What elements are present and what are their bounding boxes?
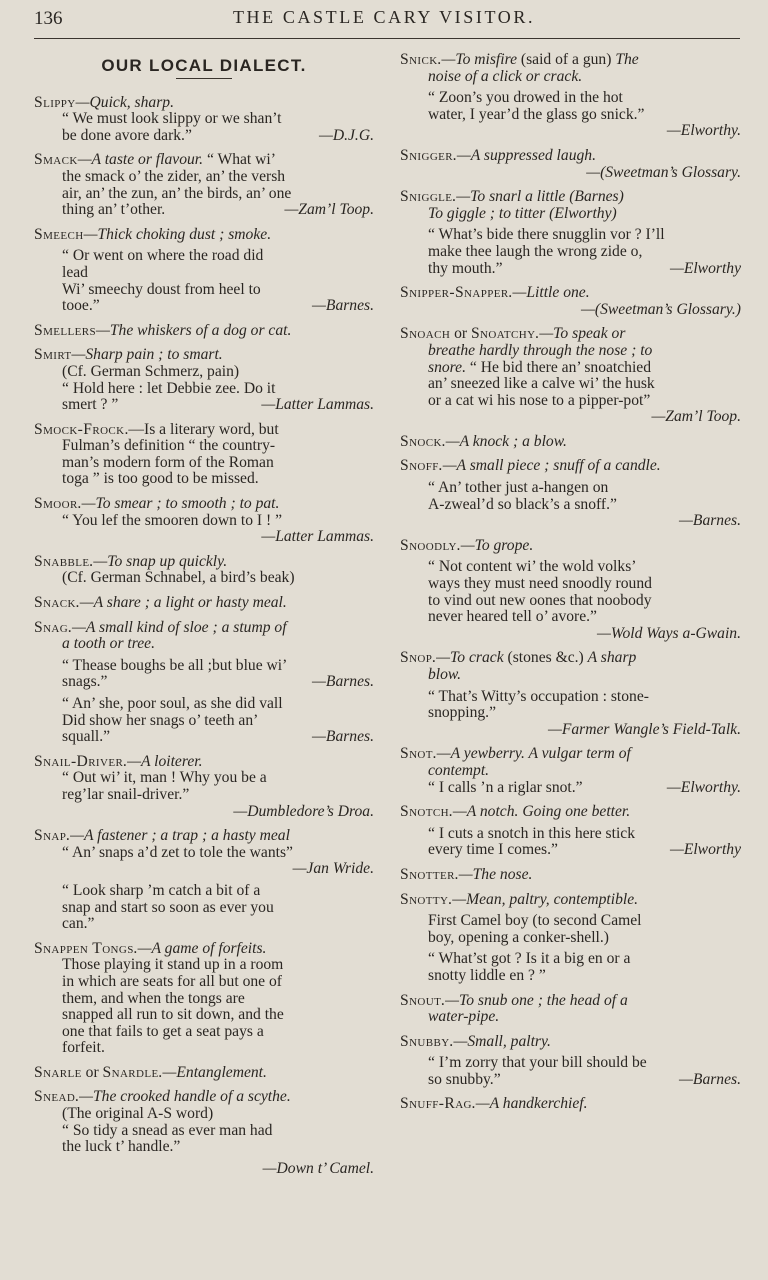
source: —Elworthy. (666, 122, 741, 140)
quote-line: “ So tidy a snead as ever man had (62, 1121, 273, 1139)
quote-line: snopping.” (428, 704, 497, 722)
entry-snotty (400, 892, 741, 985)
quote-line: reg’lar snail-driver.” (62, 785, 190, 803)
quote-line: snotty liddle en ? ” (428, 966, 546, 984)
left-column (34, 52, 374, 1185)
quote-line: the smack o’ the zider, an’ the versh (62, 167, 286, 185)
definition: .—A game of forfeits. (133, 939, 267, 957)
definition: .—A fastener ; a trap ; a hasty meal (66, 827, 290, 845)
quote-line: “ Hold here : let Debbie zee. Do it (62, 379, 276, 397)
definition-line: breathe hardly through the nose ; to (428, 341, 653, 359)
definition-line: To giggle ; to titter (Elworthy) (428, 204, 617, 222)
entry-smock-frock (34, 422, 374, 488)
definition: .—The crooked handle of a scythe. (75, 1088, 291, 1106)
headword: Snop (400, 649, 433, 667)
entry-sniggle (400, 189, 741, 277)
headword: Snuff-Rag (400, 1095, 472, 1113)
entry-snuff-rag (400, 1096, 741, 1113)
page-number: 136 (34, 8, 63, 29)
headword: Snock (400, 432, 442, 450)
headword: Snot (400, 745, 433, 763)
quote-line: or a cat wi his nose to a pipper-pot” (428, 391, 651, 409)
headword: Smack (34, 151, 78, 169)
source: —Barnes. (679, 1070, 741, 1088)
quote-line: tooe.” (62, 297, 100, 315)
headword: Snarle (34, 1063, 82, 1081)
text-line: one that fails to get a seat pays a (62, 1022, 264, 1040)
running-title: THE CASTLE CARY VISITOR. (232, 7, 536, 27)
entry-smellers (34, 323, 374, 340)
entry-smirt (34, 347, 374, 413)
connector: or (81, 1063, 103, 1081)
quote-line: “ I calls ’n a riglar snot.” (428, 778, 583, 796)
headword: Snotter (400, 865, 455, 883)
text-line: Those playing it stand up in a room (62, 956, 284, 974)
entry-snag (34, 620, 374, 746)
quote-line: (The original A-S word) (62, 1105, 214, 1123)
source: —Latter Lammas. (261, 396, 374, 414)
entry-snap (34, 828, 374, 933)
definition: .—Small, paltry. (449, 1032, 551, 1050)
page-header (0, 0, 768, 44)
headword: Snout (400, 991, 442, 1009)
headword: Snappen Tongs (34, 939, 134, 957)
definition-line: a tooth or tree. (62, 635, 155, 653)
quote-line: “ That’s Witty’s occupation : stone- (428, 687, 649, 705)
entry-snabble (34, 554, 374, 587)
definition: —The whiskers of a dog or cat. (96, 321, 292, 339)
definition: .—To crack (432, 649, 504, 667)
headword: Snoach (400, 325, 451, 343)
text-line: them, and when the tongs are (62, 989, 245, 1007)
definition-line: noise of a click or crack. (428, 67, 583, 85)
headword: Snag (34, 618, 69, 636)
headword: Snack (34, 594, 76, 612)
entry-snarle (34, 1065, 374, 1082)
source: —D.J.G. (318, 126, 374, 144)
definition: .—A handkerchief. (471, 1095, 588, 1113)
headword: Snipper-Snapper (400, 284, 509, 302)
quote-line: (Cf. German Schnabel, a bird’s beak) (62, 569, 295, 587)
quote-line: “ An’ snaps a’d zet to tole the wants” (62, 843, 293, 861)
quote-line: snap and start so soon as ever you (62, 898, 274, 916)
title-rule (176, 78, 232, 79)
definition-line: snore. (428, 358, 466, 376)
definition: .—A share ; a light or hasty meal. (75, 594, 287, 612)
definition: .—A small kind of sloe ; a stump of (68, 618, 287, 636)
headword: Slippy (34, 93, 76, 111)
headword: Smirt (34, 346, 72, 364)
text-line: boy, opening a conker-shell.) (428, 928, 609, 946)
quote-line: “ I’m zorry that your bill should be (428, 1054, 647, 1072)
source: —Zam’l Toop. (651, 408, 741, 426)
definition: .—Mean, paltry, contemptible. (448, 890, 639, 908)
quote-line: “ Zoon’s you drowed in the hot (428, 89, 623, 107)
headword: Snead (34, 1088, 76, 1106)
quote-line: can.” (62, 915, 95, 933)
source: —Farmer Wangle’s Field-Talk. (547, 720, 741, 738)
source: —(Sweetman’s Glossary. (586, 163, 741, 181)
text-line: forfeit. (62, 1039, 105, 1057)
entry-snead (34, 1089, 374, 1177)
definition: .—A suppressed laugh. (453, 146, 596, 164)
headword: Snail-Driver (34, 752, 124, 770)
headword: Snabble (34, 552, 90, 570)
entry-snipper-snapper (400, 285, 741, 318)
entry-snock (400, 434, 741, 451)
source: —Dumbledore’s Droa. (233, 802, 374, 820)
quote-line: every time I comes.” (428, 841, 558, 859)
source: —Barnes. (312, 728, 374, 746)
definition: .—Is a literary word, but (124, 420, 279, 438)
quote-line: Wi’ smeechy doust from heel to (62, 280, 261, 298)
headword: Smeech (34, 225, 84, 243)
definition: .—A loiterer. (123, 752, 203, 770)
definition: .—A notch. Going one better. (448, 803, 631, 821)
text-line: man’s modern form of the Roman (62, 453, 274, 471)
quote-line: Did show her snags o’ teeth an’ (62, 711, 259, 729)
definition: .—To speak or (535, 325, 626, 343)
quote-line: “ Look sharp ’m catch a bit of a (62, 881, 261, 899)
quote-line: to vind out new oones that noobody (428, 591, 652, 609)
entry-snigger (400, 148, 741, 181)
quote-line: “ What’st got ? Is it a big en or a (428, 950, 631, 968)
quote-line: thing an’ t’other. (62, 201, 166, 219)
headword: Snap (34, 827, 67, 845)
quote-line: “ An’ tother just a-hangen on (428, 479, 609, 497)
quote-line: squall.” (62, 728, 111, 746)
quote-line: “ Thease boughs be all ;but blue wi’ (62, 656, 288, 674)
definition: .—To snap up quickly. (89, 552, 228, 570)
quote-line: “ An’ she, poor soul, as she did vall (62, 695, 283, 712)
quote-text: “ What wi’ (206, 151, 276, 169)
quote-line: water, I year’d the glass go snick.” (428, 105, 645, 123)
definition: .—The nose. (454, 865, 533, 883)
quote-line: be done avore dark.” (62, 126, 192, 144)
text-line: snapped all run to sit down, and the (62, 1006, 284, 1024)
quote-line: “ You lef the smooren down to I ! ” (62, 511, 283, 529)
definition: —Thick choking dust ; smoke. (83, 225, 272, 243)
definition: .—To misfire (437, 51, 517, 68)
source: —Latter Lammas. (261, 528, 374, 546)
definition-line: blow. (428, 666, 462, 683)
quote-line: lead (62, 263, 88, 281)
quote-line: (Cf. German Schmerz, pain) (62, 362, 240, 380)
source: —Barnes. (312, 297, 374, 315)
entry-snop (400, 650, 741, 738)
quote-line: thy mouth.” (428, 259, 503, 277)
entry-slippy (34, 95, 374, 145)
quote-line: “ We must look slippy or we shan’t (62, 110, 282, 128)
text-line: First Camel boy (to second Camel (428, 912, 642, 930)
headword: Snoff (400, 457, 439, 475)
quote-line: air, an’ the zun, an’ the birds, an’ one (62, 184, 292, 202)
note: (said of a gun) (517, 51, 616, 68)
source: —(Sweetman’s Glossary.) (581, 300, 741, 318)
headword: Smock-Frock (34, 420, 125, 438)
source: —Jan Wride. (292, 860, 374, 878)
entry-snout (400, 993, 741, 1026)
source: —Elworthy (669, 259, 741, 277)
entry-snotter (400, 867, 741, 884)
entry-snappen-tongs (34, 941, 374, 1057)
quote-line: smert ? ” (62, 396, 119, 414)
definition: .—Little one. (508, 284, 590, 302)
definition: .—Entanglement. (158, 1063, 267, 1081)
source: —Elworthy. (666, 778, 741, 796)
definition-line: water-pipe. (428, 1008, 500, 1026)
entry-snack (34, 595, 374, 612)
quote-line: “ What’s bide there snugglin vor ? I’ll (428, 226, 665, 244)
definition: —A taste or flavour. (77, 151, 204, 169)
quote-line: “ I cuts a snotch in this here stick (428, 824, 635, 842)
text-line: in which are seats for all but one of (62, 972, 282, 990)
entry-snick (400, 52, 741, 140)
source: —Elworthy (669, 841, 741, 859)
connector: or (450, 325, 471, 343)
headword: Snotty (400, 890, 449, 908)
quote-line: ways they must need snoodly round (428, 575, 652, 593)
definition-line: contempt. (428, 761, 490, 779)
definition: .—A small piece ; snuff of a candle. (438, 457, 661, 475)
headword: Sniggle (400, 188, 453, 206)
headword: Snubby (400, 1032, 450, 1050)
headword: Smellers (34, 321, 96, 339)
headword: Snotch (400, 803, 449, 821)
quote-line: “ Not content wi’ the wold volks’ (428, 558, 637, 576)
quote-text: “ He bid there an’ snoatchied (465, 358, 652, 376)
definition: —Sharp pain ; to smart. (71, 346, 223, 364)
quote-line: “ Or went on where the road did (62, 247, 264, 265)
entry-snubby (400, 1034, 741, 1089)
quote-line: make thee laugh the wrong zide o, (428, 242, 643, 260)
headword: Smoor (34, 495, 78, 513)
source: —Down t’ Camel. (262, 1159, 374, 1177)
section-title: OUR LOCAL DIALECT. (101, 56, 307, 75)
quote-line: snags.” (62, 673, 108, 691)
entry-snoodly (400, 538, 741, 643)
source: —Zam’l Toop. (284, 201, 374, 219)
headword: Snoodly (400, 536, 457, 554)
source: —Barnes. (312, 673, 374, 691)
entry-snot (400, 746, 741, 796)
right-column (400, 52, 741, 1121)
definition: —Quick, sharp. (75, 93, 174, 111)
definition-part: A sharp (587, 649, 637, 667)
definition: .—To snarl a little (Barnes) (452, 188, 624, 206)
definition: .—A knock ; a blow. (441, 432, 567, 450)
headword-alt: Snardle (102, 1063, 159, 1081)
quote-line: never heared tell o’ avore.” (428, 608, 597, 626)
header-rule (34, 38, 740, 39)
headword-alt: Snoatchy (470, 325, 536, 343)
text-line: toga ” is too good to be missed. (62, 470, 259, 488)
definition: .—To grope. (456, 536, 534, 554)
entry-snoach (400, 326, 741, 426)
definition-part: The (615, 51, 639, 68)
source: —Barnes. (679, 512, 741, 530)
entry-snotch (400, 804, 741, 859)
definition: .—To snub one ; the head of a (441, 991, 628, 1009)
source: —Wold Ways a-Gwain. (597, 624, 741, 642)
definition: .—A yewberry. A vulgar term of (432, 745, 631, 763)
text-line: Fulman’s definition “ the country- (62, 437, 276, 455)
entry-snail-driver (34, 754, 374, 820)
definition: .—To smear ; to smooth ; to pat. (77, 495, 280, 513)
entry-snoff (400, 458, 741, 529)
entry-smeech (34, 227, 374, 315)
quote-line: “ Out wi’ it, man ! Why you be a (62, 769, 267, 787)
quote-line: an’ sneezed like a calve wi’ the husk (428, 375, 655, 393)
note: (stones &c.) (503, 649, 588, 667)
headword: Snigger (400, 146, 454, 164)
entry-smoor (34, 496, 374, 546)
headword: Snick (400, 51, 438, 68)
quote-line: so snubby.” (428, 1070, 501, 1088)
quote-line: A-zweal’d so black’s a snoff.” (428, 495, 617, 513)
quote-line: the luck t’ handle.” (62, 1138, 181, 1156)
entry-smack (34, 152, 374, 218)
